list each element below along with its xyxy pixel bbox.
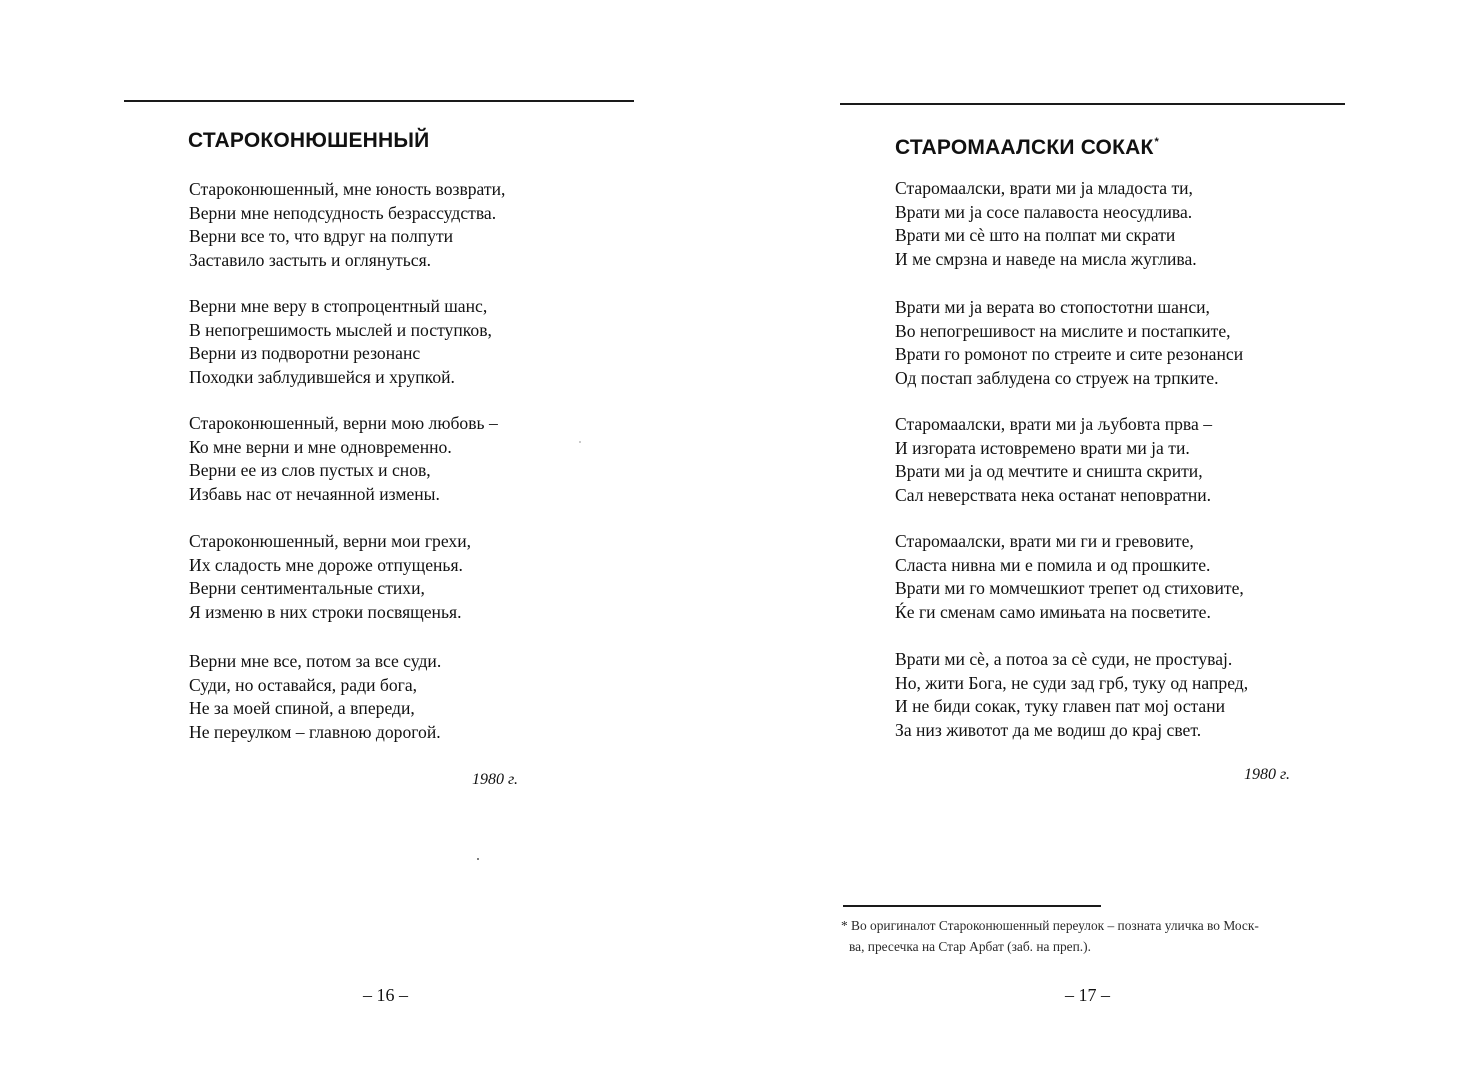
verse-line: Верни мне все, потом за все суди. bbox=[189, 651, 442, 671]
verse-line: Старомаалски, врати ми ја љубовта прва – bbox=[895, 414, 1212, 434]
verse-line: Сласта нивна ми е помила и од прошките. bbox=[895, 554, 1211, 575]
poem-title-text: СТАРОМААЛСКИ СОКАК bbox=[895, 136, 1154, 159]
verse-line: И изгората истовремено врати ми ја ти. bbox=[895, 437, 1190, 458]
verse-line: Заставило застыть и оглянуться. bbox=[189, 249, 432, 270]
right-page bbox=[730, 0, 1461, 1080]
verse-line: Не за моей спиной, а впереди, bbox=[189, 698, 415, 718]
verse-line: Во непогрешивост на мислите и постапките, bbox=[895, 320, 1231, 341]
footnote bbox=[841, 915, 1259, 957]
verse-line: Врати ми сè што на полпат ми скрати bbox=[895, 225, 1176, 245]
verse-line: Но, жити Бога, не суди зад грб, туку од напред, bbox=[895, 672, 1249, 693]
verse-line: Суди, но оставайся, ради бога, bbox=[189, 674, 418, 695]
page-number: – 16 – bbox=[363, 985, 408, 1005]
verse-line: Ќе ги сменам само имињата на посветите. bbox=[895, 601, 1211, 622]
stanza-3 bbox=[189, 412, 498, 506]
stanza-3 bbox=[895, 413, 1212, 507]
verse-line: Походки заблудившейся и хрупкой. bbox=[189, 366, 455, 387]
verse-line: Староконюшенный, верни мою любовь – bbox=[189, 413, 498, 433]
verse-line: Врати ми ја од мечтите и сништа скрити, bbox=[895, 461, 1203, 481]
verse-line: И ме смрзна и наведе на мисла жуглива. bbox=[895, 248, 1197, 269]
verse-line: Я изменю в них строки посвященья. bbox=[189, 601, 462, 622]
stanza-4 bbox=[895, 530, 1244, 624]
verse-line: Верни все то, что вдруг на полпути bbox=[189, 226, 454, 246]
stanza-2 bbox=[189, 295, 492, 389]
verse-line: Старомаалски, врати ми ги и гревовите, bbox=[895, 531, 1194, 551]
verse-line: Врати ми го момчешкиот трепет од стиховите, bbox=[895, 578, 1244, 598]
stanza-4 bbox=[189, 530, 471, 624]
verse-line: Ко мне верни и мне одновременно. bbox=[189, 436, 452, 457]
stanza-1 bbox=[189, 178, 505, 272]
print-speck bbox=[477, 858, 479, 860]
stanza-1 bbox=[895, 177, 1197, 271]
header-rule bbox=[124, 100, 634, 102]
verse-line: Староконюшенный, верни мои грехи, bbox=[189, 531, 472, 551]
verse-line: Избавь нас от нечаянной измены. bbox=[189, 483, 440, 504]
poem-date: 1980 г. bbox=[472, 771, 519, 788]
verse-line: За низ животот да ме водиш до крај свет. bbox=[895, 719, 1202, 740]
footnote-rule bbox=[843, 905, 1101, 907]
poem-title bbox=[895, 136, 1159, 160]
footnote-line: * Во оригиналот Староконюшенный переулок – позната уличка во Моск- bbox=[841, 918, 1259, 933]
verse-line: Сал неверствата нека останат неповратни. bbox=[895, 484, 1212, 505]
stanza-5 bbox=[189, 650, 441, 744]
page-number: – 17 – bbox=[1065, 985, 1110, 1005]
verse-line: В непогрешимость мыслей и поступков, bbox=[189, 319, 492, 340]
verse-line: Врати го ромонот по стреите и сите резонанси bbox=[895, 344, 1244, 364]
verse-line: Врати ми ја верата во стопостотни шанси, bbox=[895, 297, 1210, 317]
verse-line: Не переулком – главною дорогой. bbox=[189, 721, 441, 742]
verse-line: Верни мне неподсудность безрассудства. bbox=[189, 202, 497, 223]
verse-line: Верни ее из слов пустых и снов, bbox=[189, 460, 431, 480]
verse-line: Старомаалски, врати ми ја младоста ти, bbox=[895, 178, 1193, 198]
poem-title: СТАРОКОНЮШЕННЫЙ bbox=[188, 129, 430, 152]
verse-line: Врати ми ја сосе палавоста неосудлива. bbox=[895, 201, 1193, 222]
verse-line: Верни из подворотни резонанс bbox=[189, 343, 421, 363]
stanza-2 bbox=[895, 296, 1243, 390]
header-rule bbox=[840, 103, 1345, 105]
poem-date: 1980 г. bbox=[1244, 766, 1291, 783]
verse-line: Врати ми сè, а потоа за сè суди, не простувај. bbox=[895, 649, 1233, 669]
footnote-line: ва, пресечка на Стар Арбат (заб. на преп.). bbox=[849, 939, 1091, 954]
print-speck bbox=[579, 441, 581, 443]
stanza-5 bbox=[895, 648, 1248, 742]
verse-line: Верни сентиментальные стихи, bbox=[189, 578, 425, 598]
left-page bbox=[0, 0, 730, 1080]
verse-line: И не биди сокак, туку главен пат мој остани bbox=[895, 696, 1226, 716]
verse-line: Од постап заблудена со струеж на трпките. bbox=[895, 367, 1219, 388]
verse-line: Верни мне веру в стопроцентный шанс, bbox=[189, 296, 488, 316]
verse-line: Их сладость мне дороже отпущенья. bbox=[189, 554, 463, 575]
footnote-mark: * bbox=[1154, 136, 1159, 148]
verse-line: Староконюшенный, мне юность возврати, bbox=[189, 179, 506, 199]
